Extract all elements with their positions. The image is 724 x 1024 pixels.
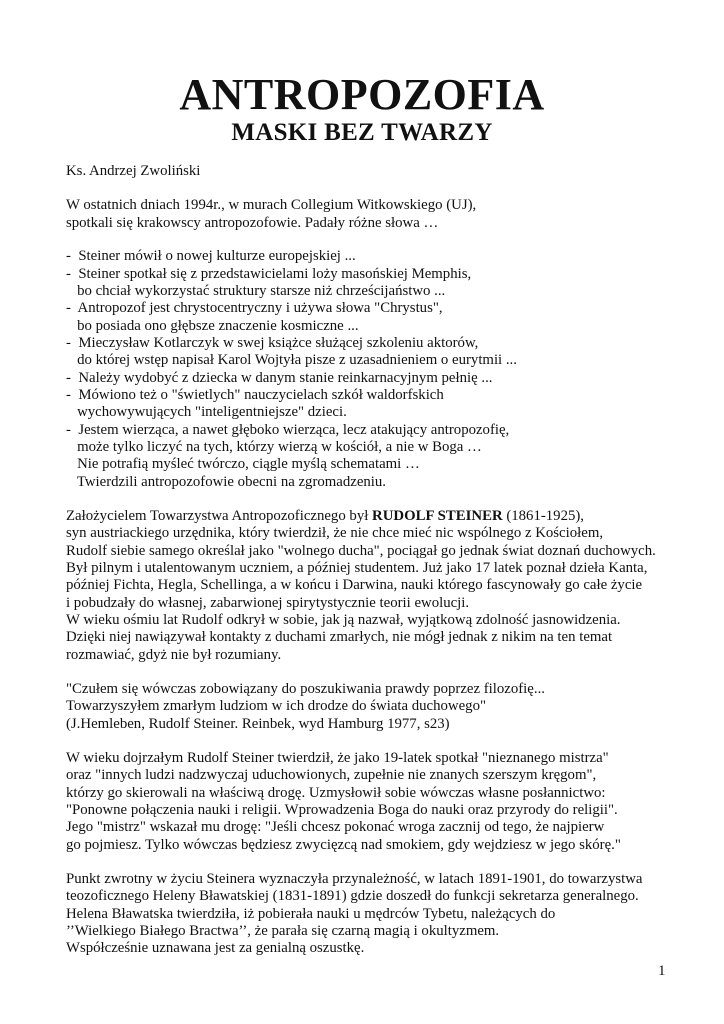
paragraph-text: (1861-1925), (502, 508, 584, 524)
page-number: 1 (658, 963, 666, 979)
paragraph-line: Helena Bławatska twierdziła, iż pobierała nauki u mędrców Tybetu, należących do (66, 906, 556, 922)
paragraph-line: Dzięki niej nawiązywał kontakty z duchami zmarłych, nie mógł jednak z nikim na ten temat (66, 629, 613, 645)
author-line: Ks. Andrzej Zwoliński (66, 163, 201, 179)
paragraph-line: oraz "innych ludzi nadzwyczaj uduchowionych, zupełnie nie znanych szerszym kręgom", (66, 767, 597, 783)
paragraph-line: którzy go skierowali na właściwą drogę. Uzmysłowił sobie wówczas własne posłannictwo: (66, 785, 606, 801)
bullet-line: Twierdzili antropozofowie obecni na zgromadzeniu. (66, 474, 386, 490)
bullet-line: - Należy wydobyć z dziecka w danym stanie reinkarnacyjnym pełnię ... (66, 370, 493, 386)
document-subtitle: MASKI BEZ TWARZY (231, 119, 493, 146)
document-title: ANTROPOZOFIA (179, 70, 545, 119)
quote-line: Towarzyszyłem zmarłym ludziom w ich drodze do świata duchowego" (66, 698, 487, 714)
paragraph-line: Jego "mistrz" wskazał mu drogę: "Jeśli chcesz pokonać wroga zacznij od tego, że najpierw (66, 819, 605, 835)
paragraph-line: rozmawiać, gdyż nie był rozumiany. (66, 647, 282, 663)
bullet-line: do której wstęp napisał Karol Wojtyła pisze z uzasadnieniem o eurytmii ... (66, 352, 517, 368)
intro-line: W ostatnich dniach 1994r., w murach Collegium Witkowskiego (UJ), (66, 197, 477, 213)
bullet-line: - Mówiono też o "świetlych" nauczycielach szkół waldorfskich (66, 387, 444, 403)
paragraph-line: Współcześnie uznawana jest za genialną oszustkę. (66, 940, 365, 956)
quote-line: "Czułem się wówczas zobowiązany do poszukiwania prawdy poprzez filozofię... (66, 681, 545, 697)
intro-line: spotkali się krakowscy antropozofowie. Padały różne słowa … (66, 215, 439, 231)
bullet-line: - Mieczysław Kotlarczyk w swej książce służącej szkoleniu aktorów, (66, 335, 479, 351)
bullet-line: - Steiner spotkał się z przedstawicielami loży masońskiej Memphis, (66, 266, 472, 282)
paragraph-line: "Ponowne połączenia nauki i religii. Wprowadzenia Boga do nauki oraz przyrody do religii". (66, 802, 618, 818)
bullet-line: może tylko liczyć na tych, którzy wierzą w kościół, a nie w Boga … (66, 439, 482, 455)
paragraph-line: syn austriackiego urzędnika, który twierdził, że nie chce mieć nic wspólnego z Kościołem, (66, 525, 604, 541)
bullet-line: - Antropozof jest chrystocentryczny i używa słowa "Chrystus", (66, 300, 443, 316)
bullet-line: - Steiner mówił o nowej kulturze europejskiej ... (66, 248, 356, 264)
bullet-line: bo chciał wykorzystać struktury starsze niż chrześcijaństwo ... (66, 283, 446, 299)
paragraph-text: Założycielem Towarzystwa Antropozoficznego był (66, 508, 373, 524)
bullet-line: - Jestem wierząca, a nawet głęboko wierząca, lecz atakujący antropozofię, (66, 422, 510, 438)
paragraph-line: ’’Wielkiego Białego Bractwa’’, że parała się czarną magią i okultyzmem. (66, 923, 500, 939)
paragraph-line: W wieku dojrzałym Rudolf Steiner twierdził, że jako 19-latek spotkał "nieznanego mistrza" (66, 750, 609, 766)
paragraph-line: później Fichta, Hegla, Schellinga, a w końcu i Darwina, nauki którego fascynowały go całe życie (66, 577, 643, 593)
quote-citation: (J.Hemleben, Rudolf Steiner. Reinbek, wyd Hamburg 1977, s23) (66, 716, 450, 732)
paragraph-line: teozoficznego Heleny Bławatskiej (1831-1891) gdzie doszedł do funkcji sekretarza generalnego. (66, 888, 639, 904)
paragraph-line: Był pilnym i utalentowanym uczniem, a później studentem. Już jako 17 latek poznał dzieła Kanta, (66, 560, 648, 576)
founder-name: RUDOLF STEINER (372, 508, 503, 524)
bullet-line: bo posiada ono głębsze znaczenie kosmiczne ... (66, 318, 359, 334)
paragraph-line: Punkt zwrotny w życiu Steinera wyznaczyła przynależność, w latach 1891-1901, do towarzystwa (66, 871, 643, 887)
bullet-line: Nie potrafią myśleć twórczo, ciągle myślą schematami … (66, 456, 420, 472)
paragraph-line: Rudolf siebie samego określał jako "wolnego ducha", pociągał go jednak świat doznań duchowych. (66, 543, 656, 559)
bullet-line: wychowywujących "inteligentniejsze" dzieci. (66, 404, 347, 420)
paragraph-line (66, 507, 584, 525)
paragraph-line: W wieku ośmiu lat Rudolf odkrył w sobie, jak ją nazwał, wyjątkową zdolność jasnowidzenia. (66, 612, 621, 628)
paragraph-line: go pojmiesz. Tylko wówczas będziesz zwycięzcą nad smokiem, gdy wejdziesz w jego skórę." (66, 837, 621, 853)
paragraph-line: i pobudzały do własnej, zabarwionej spirytystycznie teorii ewolucji. (66, 595, 470, 611)
